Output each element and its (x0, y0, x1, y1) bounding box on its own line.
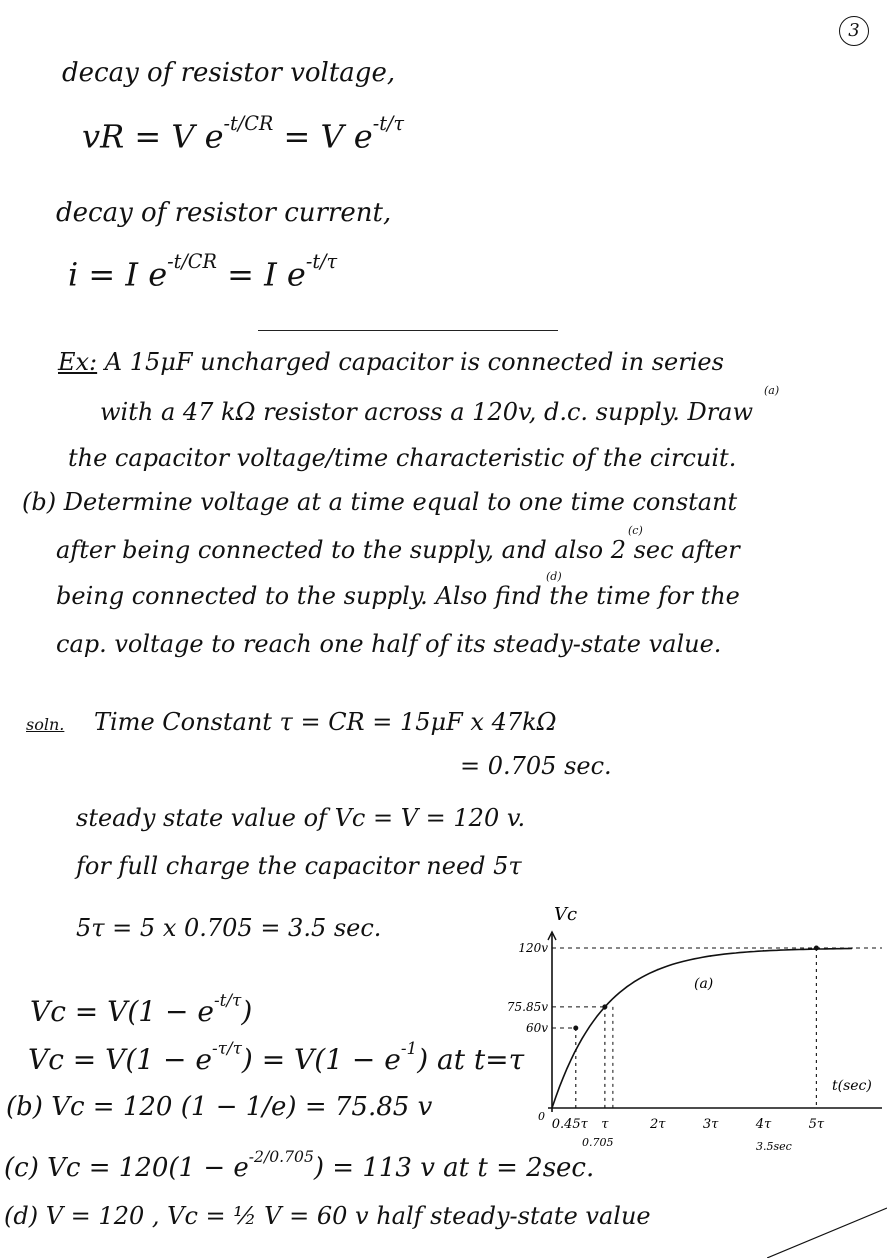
vc-general-end: ) (241, 995, 253, 1029)
x-tick-label: 4τ (755, 1117, 772, 1132)
resistor-voltage-heading: decay of resistor voltage, (62, 58, 396, 88)
resistor-current-equation (68, 250, 337, 293)
x-tick-label: 5τ (808, 1117, 825, 1132)
x-tick-label: 2τ (650, 1117, 666, 1132)
example-line-1 (58, 348, 724, 376)
vc-general: Vc = V(1 − e (30, 995, 214, 1029)
solution-label: soln. (26, 715, 65, 734)
vc-series-line (552, 949, 852, 1109)
time-constant-value: = 0.705 sec. (460, 752, 612, 780)
x-tick-label: τ (601, 1117, 609, 1132)
rv-lhs: vR = V e (82, 117, 224, 156)
graph-curve-label: (a) (694, 976, 714, 992)
example-line-5: after being connected to the supply, and also 2 sec after (56, 536, 740, 564)
marked-point (602, 1004, 607, 1009)
vc-general-exp: -t/τ (213, 990, 242, 1010)
example-line-6: being connected to the supply. Also find the time for the (56, 582, 740, 610)
vc-tau-exp: -τ/τ (211, 1038, 242, 1058)
vc-data-point (710, 955, 712, 957)
answer-b: (b) Vc = 120 (1 − 1/e) = 75.85 v (6, 1092, 433, 1122)
graph-five-tau-value: 3.5sec (756, 1140, 792, 1153)
resistor-current-heading: decay of resistor current, (56, 198, 392, 228)
graph-tau-value: 0.705 (582, 1136, 614, 1149)
rc-exp1: -t/CR (167, 250, 217, 273)
x-tick-label: 3τ (702, 1117, 719, 1132)
vc-data-point (657, 969, 659, 971)
example-label: Ex: (58, 348, 98, 376)
answer-d: (d) V = 120 , Vc = ½ V = 60 v half steady-state value (4, 1202, 651, 1230)
mark-c: (c) (628, 524, 643, 537)
full-charge-line: for full charge the capacitor need 5τ (76, 852, 522, 880)
rc-exp2: -t/τ (305, 250, 338, 273)
example-line-3: the capacitor voltage/time characteristic of the circuit. (68, 444, 737, 472)
five-tau-line: 5τ = 5 x 0.705 = 3.5 sec. (76, 914, 382, 942)
rv-exp1: -t/CR (223, 112, 274, 135)
page-corner-stroke (767, 1188, 887, 1258)
solution-line-1 (26, 708, 557, 736)
marked-point (573, 1026, 578, 1031)
rc-lhs: i = I e (68, 255, 168, 294)
graph-y-title: Vc (554, 904, 578, 925)
vc-tau-mid: ) = V(1 − e (241, 1043, 401, 1077)
y-tick-label: 75.85v (506, 999, 548, 1014)
x-tick-label: 0.45τ (551, 1117, 588, 1132)
mark-a: (a) (764, 384, 780, 397)
section-divider (258, 330, 558, 331)
example-line-7: cap. voltage to reach one half of its steady-state value. (56, 630, 722, 658)
marked-point (814, 946, 819, 951)
vc-tau: Vc = V(1 − e (28, 1043, 212, 1077)
steady-state-line: steady state value of Vc = V = 120 v. (76, 804, 526, 832)
page-number: 3 (839, 16, 869, 46)
answer-c-end: ) = 113 v at t = 2sec. (313, 1153, 595, 1184)
answer-c-start: (c) Vc = 120(1 − e (4, 1153, 249, 1184)
y-tick-label: 60v (525, 1021, 548, 1035)
rc-mid: = I e (227, 255, 306, 294)
example-line-4: (b) Determine voltage at a time equal to one time constant (22, 488, 738, 516)
resistor-voltage-equation (82, 112, 404, 155)
vc-tau-end: ) at t=τ (417, 1043, 525, 1077)
mark-d: (d) (546, 570, 562, 583)
answer-c-exp: -2/0.705 (248, 1148, 314, 1166)
vc-data-point (551, 1107, 553, 1109)
rv-mid: = V e (283, 117, 373, 156)
vc-tau-exp2: -1 (400, 1038, 418, 1058)
vc-tau-equation (28, 1038, 524, 1076)
time-constant-line: Time Constant τ = CR = 15μF x 47kΩ (94, 708, 557, 736)
capacitor-voltage-graph (490, 900, 887, 1170)
vc-general-equation (30, 990, 252, 1028)
example-line-2: with a 47 kΩ resistor across a 120v, d.c. supply. Draw (100, 398, 754, 426)
graph-origin-label: 0 (538, 1110, 545, 1123)
vc-data-point (763, 950, 765, 952)
rv-exp2: -t/τ (372, 112, 404, 135)
example-line-1-text: A 15μF uncharged capacitor is connected in series (104, 348, 724, 376)
graph-x-title: t(sec) (832, 1078, 872, 1094)
y-tick-label: 120v (518, 941, 548, 955)
